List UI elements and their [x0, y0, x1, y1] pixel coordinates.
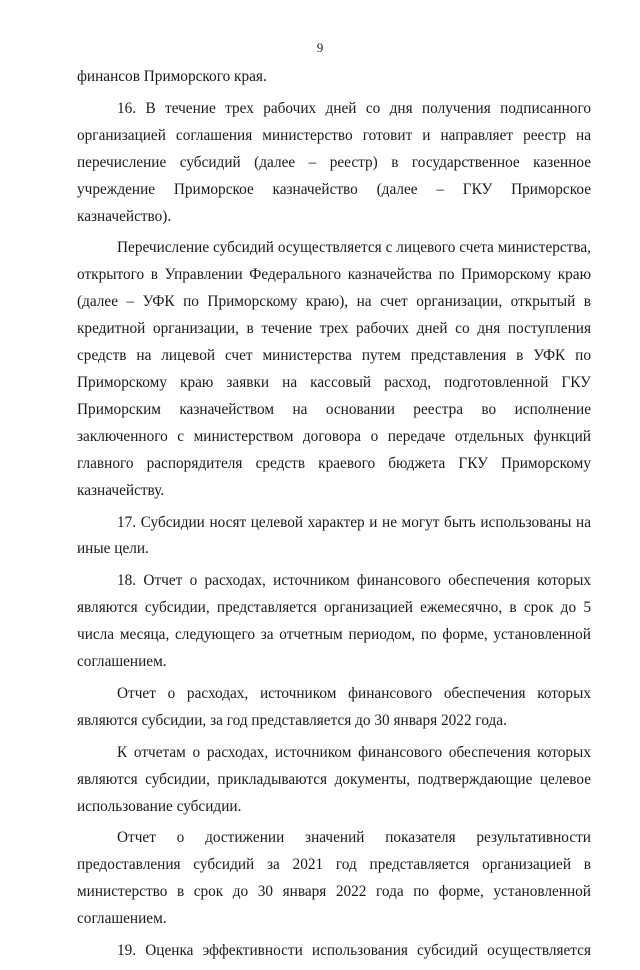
paragraph-continuation: финансов Приморского края. [77, 68, 267, 85]
paragraph-clause-18: 18. Отчет о расходах, источником финансового обеспечения которых являются субсидии, представляется организацией ежемесячно, в срок до 5 числа месяца, следующего за отчетным периодом, по форме, установленной соглашением. [77, 572, 591, 671]
paragraph-performance-report: Отчет о достижении значений показателя результативности предоставления субсидий за 2021 год представляется организацией в министерство в срок до 30 января 2022 года по форме, установленной соглашением. [77, 829, 591, 928]
paragraph-transfer-procedure: Перечисление субсидий осуществляется с лицевого счета министерства, открытого в Управлении Федерального казначейства по Приморскому краю (далее – УФК по Приморскому краю), на счет организации, открытый в кредитной организации, в течение трех рабочих дней со дня поступления средств на лицевой счет министерства путем представления в УФК по Приморскому краю заявки на кассовый расход, подготовленной ГКУ Приморским казначейством на основании реестра во исполнение заключенного с министерством договора о передаче отдельных функций главного распорядителя средств краевого бюджета ГКУ Приморскому казначейству. [77, 239, 591, 499]
paragraph-clause-16: 16. В течение трех рабочих дней со дня получения подписанного организацией соглашения министерство готовит и направляет реестр на перечисление субсидий (далее – реестр) в государственное казенное учреждение Приморское казначейство (далее – ГКУ Приморское казначейство). [77, 99, 591, 225]
page-number: 9 [316, 40, 324, 55]
paragraph-clause-19: 19. Оценка эффективности использования субсидий осуществляется [117, 942, 591, 960]
document-body [77, 64, 591, 970]
paragraph-annual-report: Отчет о расходах, источником финансового обеспечения которых являются субсидии, за год представляется до 30 января 2022 года. [77, 684, 591, 729]
paragraph-clause-17: 17. Субсидии носят целевой характер и не могут быть использованы на иные цели. [77, 513, 591, 558]
paragraph-report-documents: К отчетам о расходах, источником финансового обеспечения которых являются субсидии, прикладываются документы, подтверждающие целевое использование субсидии. [77, 743, 591, 815]
